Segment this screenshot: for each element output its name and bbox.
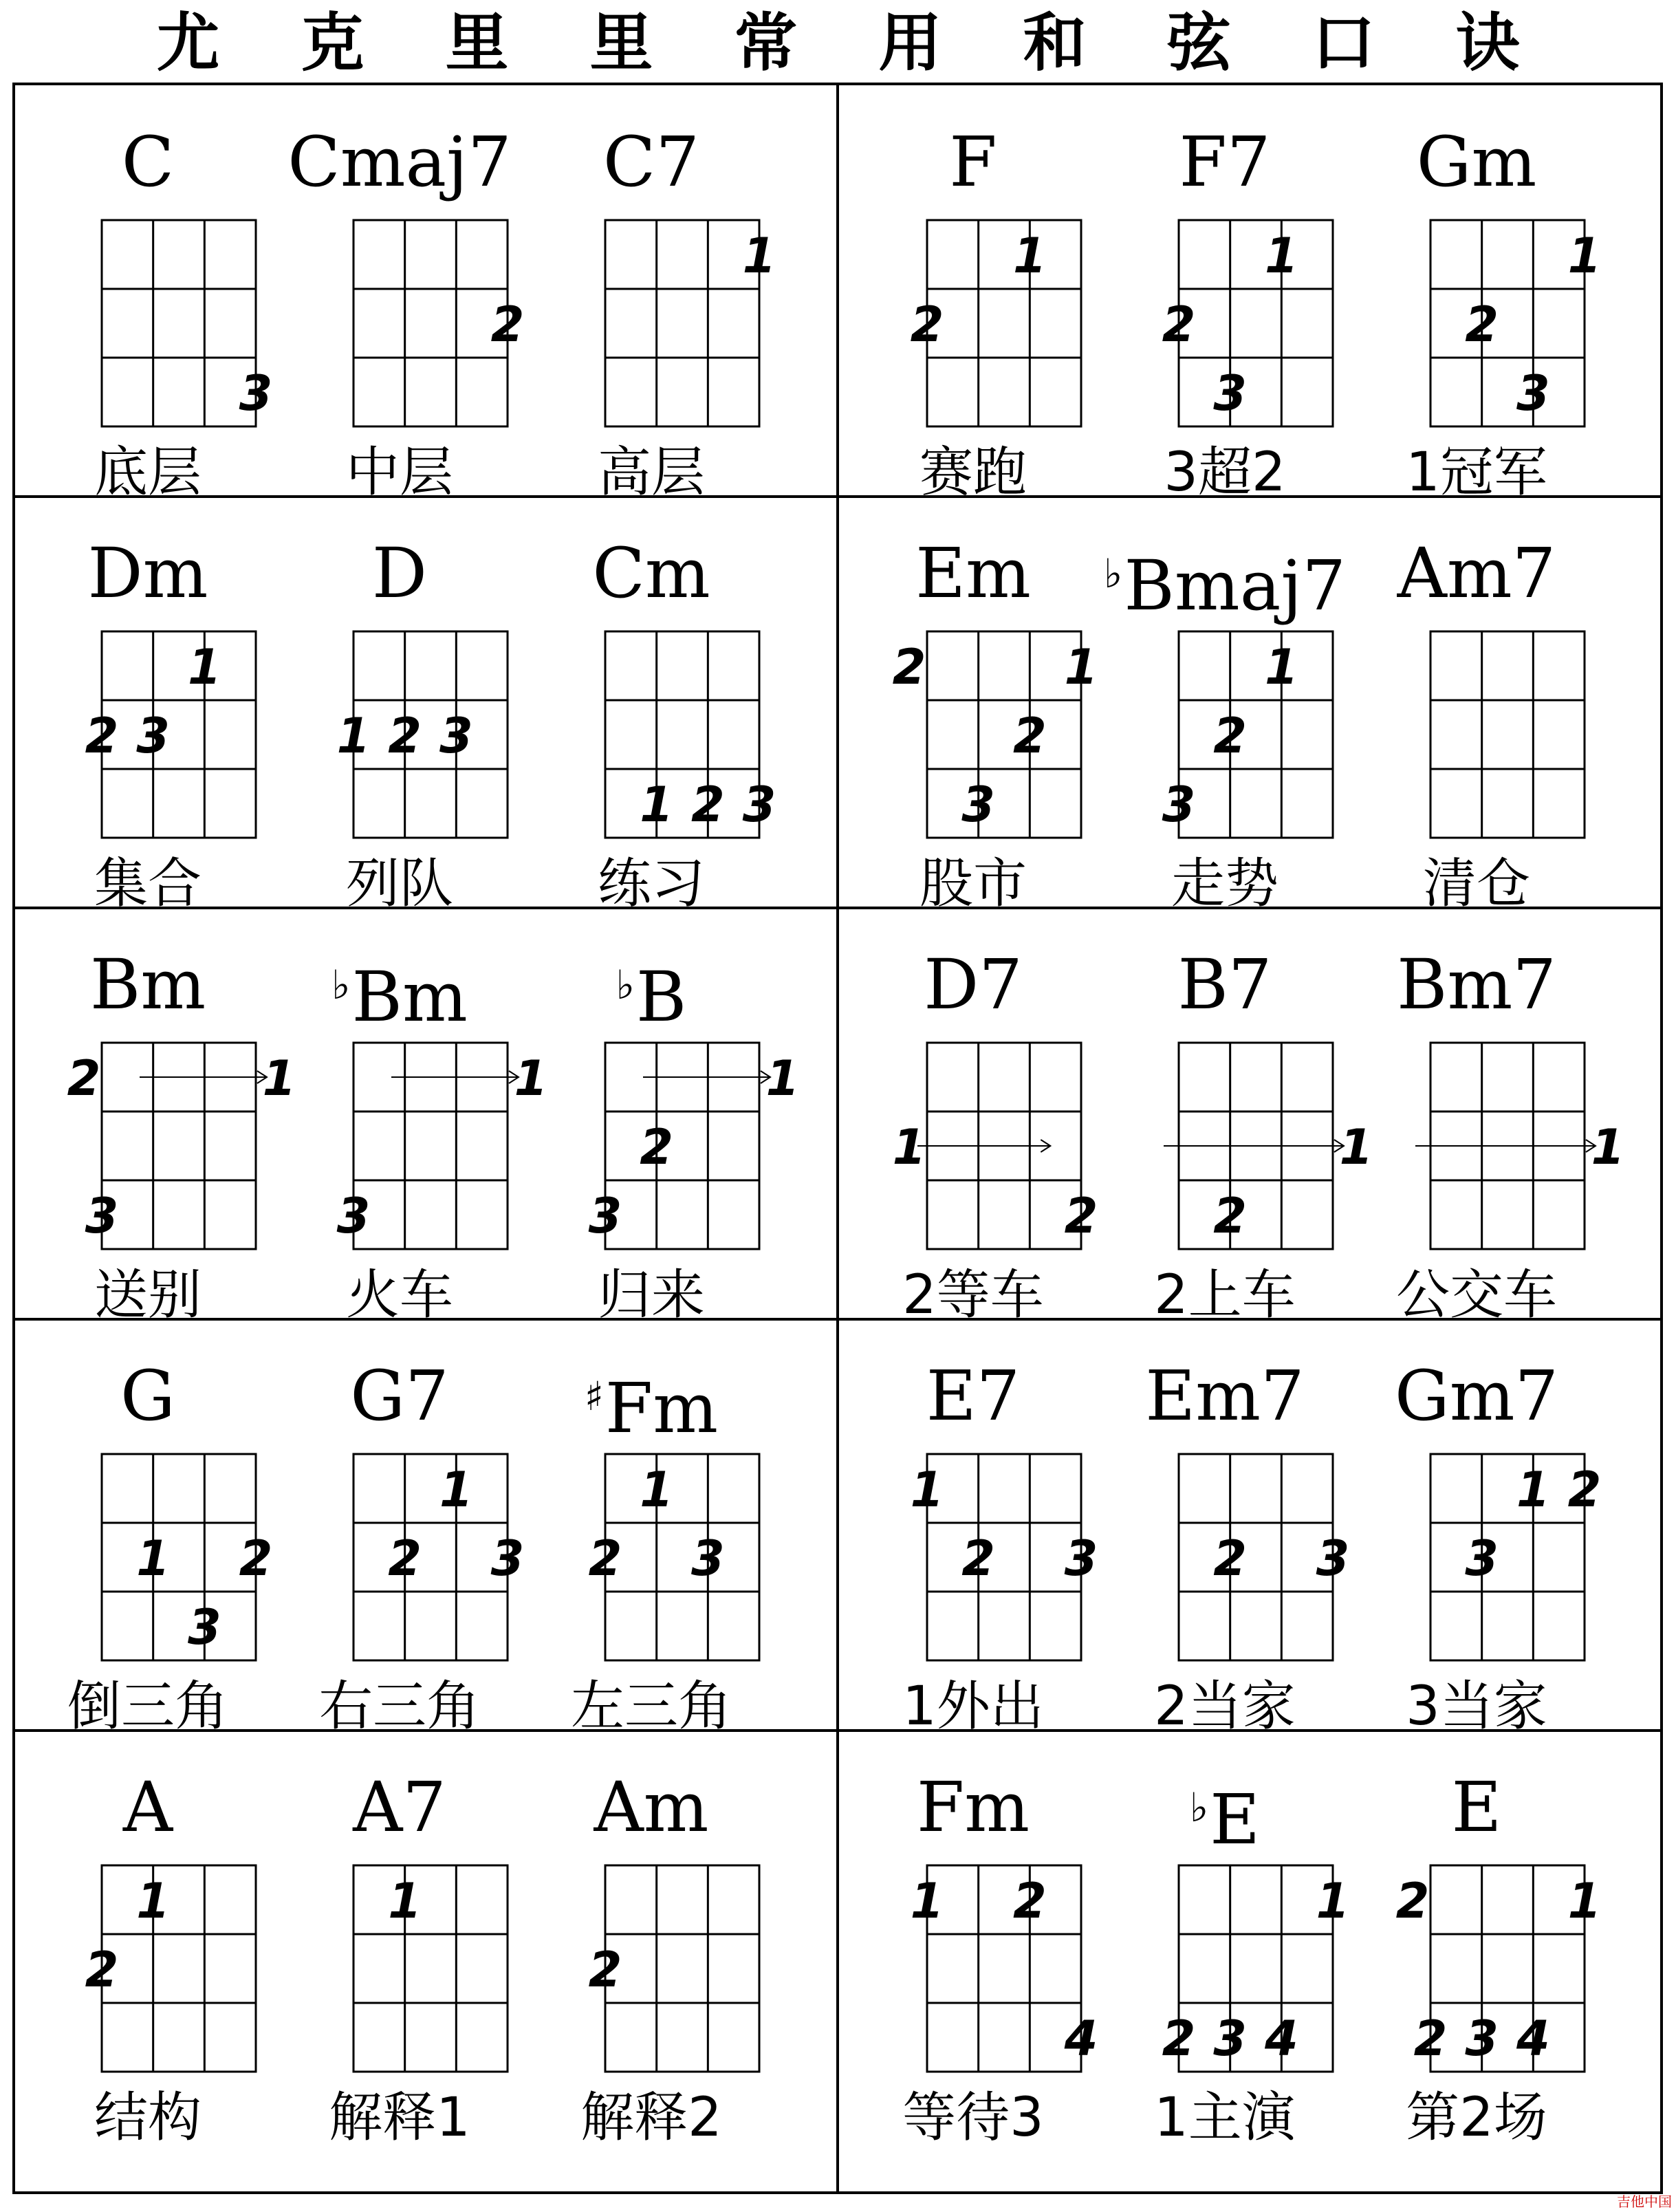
chord-name bbox=[846, 944, 1100, 1025]
finger-number: 1 bbox=[742, 228, 776, 284]
fretboard-outline bbox=[102, 1043, 256, 1249]
chord-name-text: G bbox=[120, 1356, 175, 1436]
fretboard-outline bbox=[605, 631, 759, 838]
finger-number: 3 bbox=[187, 1599, 221, 1656]
chord-card bbox=[272, 1731, 527, 2149]
chord-name-text: C bbox=[121, 122, 175, 202]
chord-name-text: C7 bbox=[602, 122, 700, 202]
fretboard-outline bbox=[1179, 631, 1333, 838]
fretboard-svg bbox=[272, 1865, 527, 2079]
chord-card bbox=[1349, 497, 1604, 915]
finger-number: 3 bbox=[1064, 1530, 1098, 1587]
chord-name bbox=[1349, 1356, 1604, 1436]
fretboard-diagram bbox=[524, 1043, 800, 1256]
fretboard-outline bbox=[102, 1865, 256, 2072]
chord-name-text: D bbox=[371, 533, 428, 614]
finger-number: 3 bbox=[85, 1188, 119, 1244]
fretboard-diagram bbox=[1098, 631, 1352, 845]
finger-number: 1 bbox=[262, 1050, 296, 1107]
chord-card bbox=[1349, 85, 1604, 503]
finger-number: 2 bbox=[1213, 708, 1248, 764]
chord-card bbox=[1098, 497, 1352, 915]
chord-name bbox=[846, 1767, 1100, 1847]
chord-card bbox=[272, 85, 527, 503]
finger-number: 2 bbox=[1413, 2010, 1448, 2067]
finger-number: 2 bbox=[1395, 1873, 1430, 1929]
fretboard-diagram bbox=[1349, 1043, 1625, 1256]
fretboard-diagram bbox=[21, 1043, 296, 1256]
chord-name bbox=[1098, 122, 1352, 202]
chord-name bbox=[1349, 122, 1604, 202]
fretboard-svg bbox=[272, 631, 527, 845]
finger-number: 3 bbox=[1465, 1530, 1499, 1587]
chord-name-text: Em bbox=[915, 533, 1031, 614]
finger-number: 1 bbox=[336, 708, 371, 764]
finger-number: 1 bbox=[1591, 1119, 1625, 1175]
chord-mnemonic: 赛跑 bbox=[919, 442, 1027, 503]
fretboard-diagram bbox=[272, 1865, 527, 2079]
finger-number: 1 bbox=[765, 1050, 800, 1107]
finger-number: 2 bbox=[1213, 1530, 1248, 1587]
fretboard-outline bbox=[353, 631, 508, 838]
chord-card bbox=[21, 1731, 275, 2149]
chord-name bbox=[272, 951, 527, 1037]
fretboard-svg bbox=[1349, 220, 1604, 433]
fretboard-diagram bbox=[846, 1865, 1100, 2079]
fretboard-diagram bbox=[524, 1454, 779, 1667]
chord-card bbox=[524, 1731, 779, 2149]
fretboard-outline bbox=[1430, 1865, 1585, 2072]
chord-mnemonic: 中层 bbox=[345, 442, 453, 503]
chord-card bbox=[21, 497, 275, 915]
chord-card bbox=[846, 85, 1100, 503]
finger-number: 1 bbox=[640, 1462, 674, 1518]
finger-number: 2 bbox=[388, 708, 422, 764]
fretboard-outline bbox=[605, 220, 759, 426]
chord-name bbox=[846, 122, 1100, 202]
fretboard-outline bbox=[102, 220, 256, 426]
fretboard-svg bbox=[1098, 1043, 1373, 1256]
fretboard-outline bbox=[353, 220, 508, 426]
fretboard-diagram bbox=[272, 220, 527, 433]
fretboard-outline bbox=[927, 1865, 1081, 2072]
finger-number: 2 bbox=[1012, 1873, 1047, 1929]
fretboard-outline bbox=[927, 220, 1081, 426]
fretboard-outline bbox=[1430, 631, 1585, 838]
fretboard-outline bbox=[927, 1454, 1081, 1660]
fretboard-outline bbox=[605, 1454, 759, 1660]
chord-name-text: A bbox=[122, 1767, 173, 1847]
chord-name bbox=[524, 1767, 779, 1847]
chord-name bbox=[21, 1356, 275, 1436]
fretboard-outline bbox=[927, 631, 1081, 838]
fretboard-svg bbox=[846, 1454, 1100, 1667]
accidental-symbol: ♭ bbox=[1189, 1784, 1209, 1831]
chord-card bbox=[1098, 85, 1352, 503]
fretboard-svg bbox=[846, 1043, 1100, 1256]
fretboard-outline bbox=[1179, 220, 1333, 426]
chord-name bbox=[272, 533, 527, 614]
chord-name-text: Bm7 bbox=[1397, 944, 1556, 1025]
fretboard-svg bbox=[524, 1043, 800, 1256]
fretboard-diagram bbox=[1098, 1865, 1352, 2079]
fretboard-diagram bbox=[1098, 1454, 1352, 1667]
column-divider bbox=[836, 85, 839, 2191]
chord-name bbox=[1098, 539, 1352, 626]
chord-name-text: E bbox=[1451, 1767, 1502, 1847]
fretboard-diagram bbox=[846, 1454, 1100, 1667]
finger-number: 3 bbox=[336, 1188, 371, 1244]
fretboard-svg bbox=[1098, 1865, 1352, 2079]
chord-name-text: D7 bbox=[924, 944, 1023, 1025]
fretboard-diagram bbox=[1098, 1043, 1373, 1256]
chord-name-text: G7 bbox=[350, 1356, 449, 1436]
fretboard-svg bbox=[846, 631, 1100, 845]
fretboard-outline bbox=[1179, 1454, 1333, 1660]
accidental-symbol: ♯ bbox=[584, 1373, 604, 1420]
chord-card bbox=[21, 908, 296, 1326]
chord-mnemonic: 集合 bbox=[94, 853, 202, 915]
chord-mnemonic: 3超2 bbox=[1164, 442, 1286, 503]
chord-name bbox=[272, 122, 527, 202]
finger-number: 2 bbox=[67, 1050, 101, 1107]
finger-number: 2 bbox=[690, 777, 725, 833]
finger-number: 3 bbox=[1162, 777, 1196, 833]
chord-name-text: Am bbox=[594, 1767, 709, 1847]
fretboard-diagram bbox=[524, 1865, 779, 2079]
fretboard-diagram bbox=[846, 631, 1100, 845]
chord-mnemonic: 2当家 bbox=[1154, 1676, 1296, 1737]
chord-card bbox=[846, 1319, 1100, 1737]
fretboard-svg bbox=[846, 220, 1100, 433]
chord-mnemonic: 解释1 bbox=[329, 2087, 470, 2149]
chord-mnemonic: 练习 bbox=[597, 853, 705, 915]
chord-name bbox=[524, 1362, 779, 1449]
chord-mnemonic: 列队 bbox=[345, 853, 453, 915]
finger-number: 1 bbox=[1264, 228, 1298, 284]
chord-name-text: Am7 bbox=[1397, 533, 1556, 614]
accidental-symbol: ♭ bbox=[331, 962, 351, 1008]
fretboard-diagram bbox=[1349, 631, 1604, 845]
chord-mnemonic: 归来 bbox=[597, 1264, 705, 1326]
chord-card bbox=[1098, 908, 1373, 1326]
chord-name bbox=[272, 1767, 527, 1847]
chord-card bbox=[846, 908, 1100, 1326]
chord-mnemonic: 送别 bbox=[94, 1264, 202, 1326]
finger-number: 1 bbox=[1012, 228, 1047, 284]
chord-mnemonic: 公交车 bbox=[1395, 1264, 1557, 1326]
chord-name bbox=[1349, 1767, 1604, 1847]
chord-card bbox=[272, 1319, 527, 1737]
chord-mnemonic: 股市 bbox=[919, 853, 1027, 915]
finger-number: 1 bbox=[892, 1119, 926, 1175]
finger-number: 2 bbox=[1162, 296, 1196, 353]
fretboard-svg bbox=[272, 1043, 548, 1256]
chord-mnemonic: 2上车 bbox=[1154, 1264, 1296, 1326]
fretboard-svg bbox=[1098, 631, 1352, 845]
chord-mnemonic: 1主演 bbox=[1154, 2087, 1296, 2149]
chord-name bbox=[21, 1767, 275, 1847]
chord-name-text: B7 bbox=[1177, 944, 1272, 1025]
chord-mnemonic: 清仓 bbox=[1422, 853, 1530, 915]
finger-number: 1 bbox=[1316, 1873, 1350, 1929]
fretboard-svg bbox=[1349, 1454, 1604, 1667]
chord-mnemonic: 结构 bbox=[94, 2087, 202, 2149]
fretboard-diagram bbox=[272, 1043, 548, 1256]
chord-mnemonic: 倒三角 bbox=[67, 1676, 228, 1737]
finger-number: 2 bbox=[1465, 296, 1499, 353]
fretboard-outline bbox=[102, 631, 256, 838]
fretboard-svg bbox=[272, 220, 527, 433]
chord-card bbox=[1349, 1319, 1604, 1737]
fretboard-outline bbox=[1179, 1865, 1333, 2072]
finger-number: 2 bbox=[388, 1530, 422, 1587]
chord-name-text: E bbox=[1210, 1779, 1261, 1860]
chord-mnemonic: 1外出 bbox=[902, 1676, 1044, 1737]
finger-number: 1 bbox=[136, 1873, 171, 1929]
finger-number: 1 bbox=[187, 639, 221, 695]
finger-number: 1 bbox=[1567, 228, 1602, 284]
chord-name bbox=[1098, 944, 1352, 1025]
fretboard-svg bbox=[272, 1454, 527, 1667]
fretboard-outline bbox=[353, 1454, 508, 1660]
chord-mnemonic: 2等车 bbox=[902, 1264, 1044, 1326]
fretboard-diagram bbox=[1349, 220, 1604, 433]
accidental-symbol: ♭ bbox=[616, 962, 635, 1008]
fretboard-outline bbox=[605, 1865, 759, 2072]
finger-number: 1 bbox=[1516, 1462, 1550, 1518]
finger-number: 3 bbox=[1516, 365, 1550, 422]
finger-number: 1 bbox=[514, 1050, 548, 1107]
finger-number: 2 bbox=[588, 1942, 622, 1998]
chord-name bbox=[1098, 1356, 1352, 1436]
chord-card bbox=[524, 497, 779, 915]
fretboard-diagram bbox=[524, 631, 779, 845]
fretboard-diagram bbox=[21, 1454, 275, 1667]
fretboard-svg bbox=[524, 220, 779, 433]
chord-card bbox=[524, 908, 800, 1326]
fretboard-diagram bbox=[272, 1454, 527, 1667]
fretboard-diagram bbox=[846, 220, 1100, 433]
fretboard-outline bbox=[1430, 220, 1585, 426]
finger-number: 1 bbox=[910, 1462, 944, 1518]
fretboard-svg bbox=[846, 1865, 1100, 2079]
chord-name bbox=[1349, 944, 1604, 1025]
chord-mnemonic: 3当家 bbox=[1406, 1676, 1547, 1737]
chord-mnemonic: 火车 bbox=[345, 1264, 453, 1326]
chord-card bbox=[1349, 1731, 1604, 2149]
chord-name bbox=[1349, 533, 1604, 614]
fretboard-diagram bbox=[1349, 1454, 1604, 1667]
fretboard-svg bbox=[21, 1865, 275, 2079]
fretboard-diagram bbox=[21, 1865, 275, 2079]
fretboard-diagram bbox=[272, 631, 527, 845]
chord-name bbox=[846, 1356, 1100, 1436]
finger-number: 2 bbox=[588, 1530, 622, 1587]
fretboard-svg bbox=[1098, 1454, 1352, 1667]
finger-number: 2 bbox=[910, 296, 944, 353]
chord-name-text: A7 bbox=[353, 1767, 446, 1847]
chord-card bbox=[272, 908, 548, 1326]
finger-number: 2 bbox=[490, 296, 525, 353]
finger-number: 1 bbox=[1064, 639, 1098, 695]
fretboard-outline bbox=[1430, 1454, 1585, 1660]
chord-name bbox=[272, 1356, 527, 1436]
finger-number: 2 bbox=[85, 1942, 119, 1998]
chord-mnemonic: 等待3 bbox=[902, 2087, 1044, 2149]
finger-number: 3 bbox=[742, 777, 776, 833]
chord-name bbox=[524, 533, 779, 614]
fretboard-outline bbox=[353, 1043, 508, 1249]
fretboard-diagram bbox=[846, 1043, 1100, 1256]
fretboard-svg bbox=[1349, 1043, 1625, 1256]
chord-name-text: Cmaj7 bbox=[287, 122, 512, 202]
chord-name-text: Dm bbox=[87, 533, 208, 614]
fretboard-outline bbox=[102, 1454, 256, 1660]
finger-number: 3 bbox=[588, 1188, 622, 1244]
fretboard-diagram bbox=[1349, 1865, 1604, 2079]
finger-number: 2 bbox=[85, 708, 119, 764]
fretboard-svg bbox=[1349, 1865, 1604, 2079]
accidental-symbol: ♭ bbox=[1104, 550, 1123, 597]
chord-name bbox=[524, 122, 779, 202]
chord-card bbox=[846, 497, 1100, 915]
chord-card bbox=[1098, 1319, 1352, 1737]
finger-number: 2 bbox=[239, 1530, 273, 1587]
chord-mnemonic: 底层 bbox=[94, 442, 202, 503]
finger-number: 3 bbox=[1213, 365, 1248, 422]
watermark-logo: 吉他中国 bbox=[1617, 2193, 1672, 2210]
chord-mnemonic: 1冠军 bbox=[1406, 442, 1547, 503]
finger-number: 2 bbox=[1567, 1462, 1602, 1518]
chord-name-text: F7 bbox=[1179, 122, 1271, 202]
chord-card bbox=[1349, 908, 1625, 1326]
finger-number: 1 bbox=[388, 1873, 422, 1929]
finger-number: 1 bbox=[910, 1873, 944, 1929]
finger-number: 4 bbox=[1264, 2010, 1298, 2067]
finger-number: 3 bbox=[961, 777, 996, 833]
chord-mnemonic: 走势 bbox=[1171, 853, 1278, 915]
fretboard-diagram bbox=[21, 220, 275, 433]
finger-number: 4 bbox=[1064, 2010, 1098, 2067]
finger-number: 2 bbox=[1213, 1188, 1248, 1244]
chord-card bbox=[846, 1731, 1100, 2149]
fretboard-svg bbox=[524, 1865, 779, 2079]
fretboard-svg bbox=[524, 1454, 779, 1667]
fretboard-svg bbox=[21, 220, 275, 433]
chord-mnemonic: 左三角 bbox=[570, 1676, 732, 1737]
finger-number: 3 bbox=[490, 1530, 525, 1587]
chord-name-text: Bmaj7 bbox=[1124, 545, 1346, 626]
fretboard-outline bbox=[353, 1865, 508, 2072]
fretboard-diagram bbox=[1098, 220, 1352, 433]
fretboard-diagram bbox=[21, 631, 275, 845]
chord-name bbox=[21, 122, 275, 202]
finger-number: 2 bbox=[1162, 2010, 1196, 2067]
finger-number: 3 bbox=[1316, 1530, 1350, 1587]
fretboard-svg bbox=[1098, 220, 1352, 433]
chord-name bbox=[21, 533, 275, 614]
chord-card bbox=[524, 85, 779, 503]
finger-number: 1 bbox=[1567, 1873, 1602, 1929]
chord-name-text: Gm7 bbox=[1394, 1356, 1559, 1436]
finger-number: 3 bbox=[1465, 2010, 1499, 2067]
chord-mnemonic: 第2场 bbox=[1406, 2087, 1547, 2149]
finger-number: 1 bbox=[1339, 1119, 1373, 1175]
chord-name-text: Bm bbox=[89, 944, 206, 1025]
chord-card bbox=[524, 1319, 779, 1737]
chord-name-text: E7 bbox=[926, 1356, 1021, 1436]
chord-name bbox=[1098, 1773, 1352, 1860]
chord-name-text: Cm bbox=[592, 533, 710, 614]
finger-number: 3 bbox=[1213, 2010, 1248, 2067]
chord-name-text: Gm bbox=[1416, 122, 1537, 202]
finger-number: 2 bbox=[961, 1530, 996, 1587]
chord-card bbox=[1098, 1731, 1352, 2149]
title-text: 尤克里里常用和弦口诀 bbox=[156, 6, 1601, 80]
chord-name-text: Bm bbox=[351, 957, 468, 1037]
chord-name bbox=[524, 951, 779, 1037]
chord-mnemonic: 右三角 bbox=[318, 1676, 480, 1737]
finger-number: 2 bbox=[1064, 1188, 1098, 1244]
finger-number: 4 bbox=[1516, 2010, 1550, 2067]
chord-card bbox=[21, 85, 275, 503]
finger-number: 2 bbox=[640, 1119, 674, 1175]
finger-number: 1 bbox=[640, 777, 674, 833]
finger-number: 1 bbox=[136, 1530, 171, 1587]
finger-number: 2 bbox=[1012, 708, 1047, 764]
chord-name-text: Fm bbox=[916, 1767, 1030, 1847]
finger-number: 1 bbox=[439, 1462, 473, 1518]
fretboard-svg bbox=[21, 631, 275, 845]
finger-number: 3 bbox=[439, 708, 473, 764]
chord-name-text: B bbox=[635, 957, 687, 1037]
chord-mnemonic: 高层 bbox=[597, 442, 705, 503]
chord-name-text: F bbox=[949, 122, 997, 202]
fretboard-svg bbox=[21, 1454, 275, 1667]
finger-number: 2 bbox=[892, 639, 926, 695]
finger-number: 1 bbox=[1264, 639, 1298, 695]
chord-card bbox=[272, 497, 527, 915]
chord-name-text: Fm bbox=[605, 1368, 719, 1449]
finger-number: 3 bbox=[690, 1530, 725, 1587]
chord-name bbox=[21, 944, 275, 1025]
chord-name bbox=[846, 533, 1100, 614]
fretboard-svg bbox=[524, 631, 779, 845]
chord-name-text: Em7 bbox=[1145, 1356, 1305, 1436]
finger-number: 3 bbox=[239, 365, 273, 422]
fretboard-svg bbox=[1349, 631, 1604, 845]
finger-number: 3 bbox=[136, 708, 171, 764]
fretboard-outline bbox=[605, 1043, 759, 1249]
chord-chart-board bbox=[12, 83, 1663, 2194]
page-title bbox=[0, 0, 1676, 80]
fretboard-diagram bbox=[524, 220, 779, 433]
chord-mnemonic: 解释2 bbox=[580, 2087, 722, 2149]
fretboard-svg bbox=[21, 1043, 296, 1256]
chord-card bbox=[21, 1319, 275, 1737]
